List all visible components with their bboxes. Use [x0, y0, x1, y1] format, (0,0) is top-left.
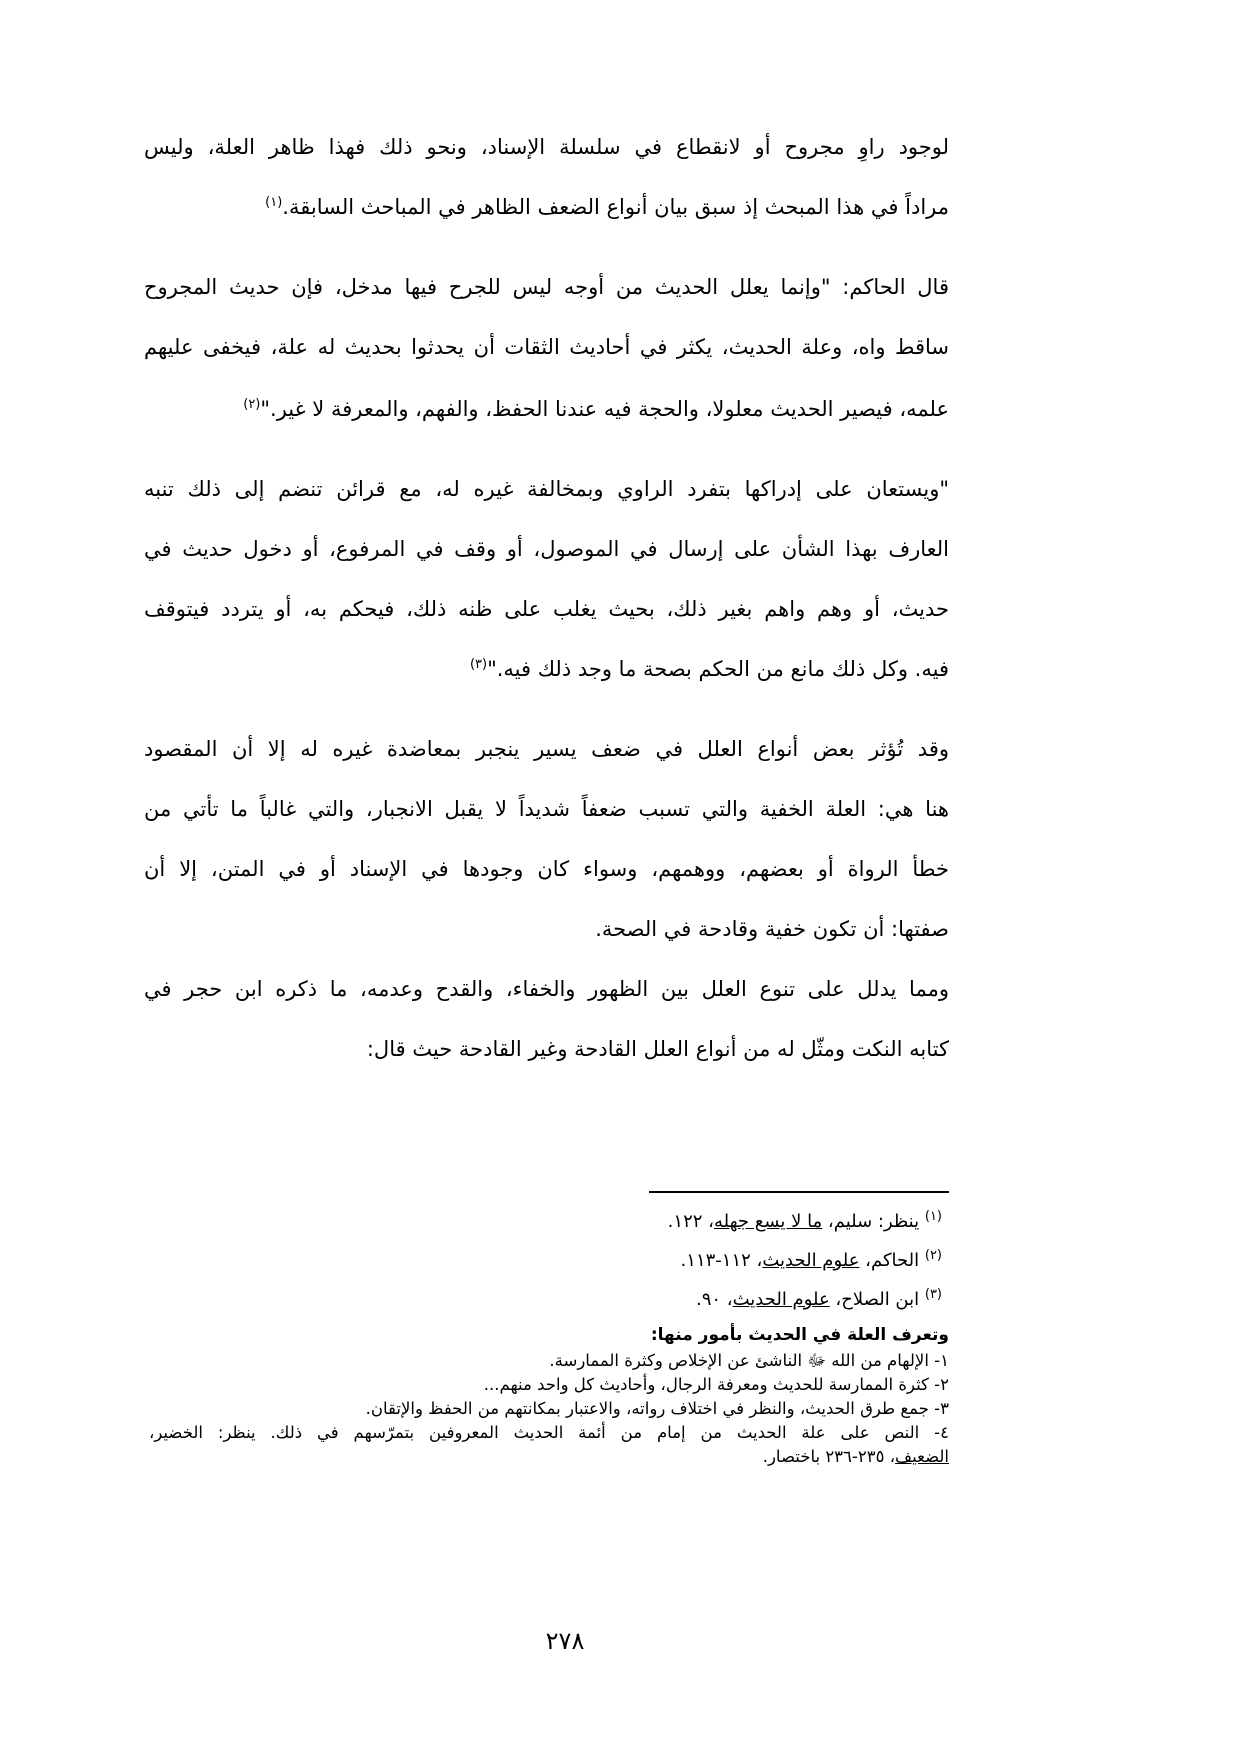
- body-line: قال الحاكم: "وإنما يعلل الحديث من أوجه ليس للجرح فيها مدخل، فإن حديث المجروح: [144, 275, 949, 299]
- footnote-ref[interactable]: (٢): [243, 397, 261, 412]
- note-source-title: الضعيف: [895, 1447, 949, 1466]
- note-item: ١- الإلهام من الله ﷻ الناشئ عن الإخلاص وكثرة الممارسة.: [549, 1351, 949, 1370]
- footnote-ref[interactable]: (١): [265, 195, 283, 210]
- body-line: هنا هي: العلة الخفية والتي تسبب ضعفاً شديداً لا يقبل الانجبار، والتي غالباً ما تأتي من: [144, 797, 949, 821]
- footnote-author: ابن الصلاح،: [829, 1289, 920, 1310]
- page-number: ٢٧٨: [545, 1627, 585, 1655]
- footnote-number: (٢): [924, 1248, 942, 1263]
- body-line: صفتها: أن تكون خفية وقادحة في الصحة.: [595, 917, 949, 941]
- note-heading: وتعرف العلة في الحديث بأمور منها:: [650, 1325, 949, 1345]
- body-line: مراداً في هذا المبحث إذ سبق بيان أنواع الضعف الظاهر في المباحث السابقة.$^{(١)}$: [265, 195, 949, 219]
- body-line: كتابه النكت ومثّل له من أنواع العلل القادحة وغير القادحة حيث قال:: [366, 1037, 949, 1061]
- footnote-separator: [649, 1191, 949, 1193]
- footnote-ref[interactable]: (٣): [469, 657, 488, 672]
- body-line: علمه، فيصير الحديث معلولا، والحجة فيه عندنا الحفظ، والفهم، والمعرفة لا غير."$^{(٢)}$: [243, 397, 949, 421]
- footnote-page: ، ١٢٢.: [667, 1211, 714, 1232]
- body-line: ومما يدلل على تنوع العلل بين الظهور والخفاء، والقدح وعدمه، ما ذكره ابن حجر في: [144, 977, 949, 1001]
- footnote-title: علوم الحديث: [762, 1250, 860, 1271]
- body-line: "ويستعان على إدراكها بتفرد الراوي وبمخالفة غيره له، مع قرائن تنضم إلى ذلك تنبه: [144, 477, 949, 501]
- footnote-author: ينظر: سليم،: [822, 1211, 920, 1232]
- body-line: لوجود راوٍ مجروح أو لانقطاع في سلسلة الإسناد، ونحو ذلك فهذا ظاهر العلة، وليس: [144, 135, 949, 159]
- body-line: العارف بهذا الشأن على إرسال في الموصول، أو وقف في المرفوع، أو دخول حديث في: [144, 537, 949, 561]
- footnote: [696, 1287, 942, 1313]
- footnote-title: ما لا يسع جهله: [713, 1211, 823, 1232]
- footnote-number: (١): [924, 1209, 942, 1224]
- footnote-title: علوم الحديث: [732, 1289, 830, 1310]
- note-item: ٢- كثرة الممارسة للحديث ومعرفة الرجال، وأحاديث كل واحد منهم...: [483, 1375, 949, 1394]
- footnote: [681, 1248, 942, 1274]
- footnote-author: الحاكم،: [859, 1250, 920, 1271]
- note-item: ٣- جمع طرق الحديث، والنظر في اختلاف رواته، والاعتبار بمكانتهم من الحفظ والإتقان.: [365, 1399, 949, 1418]
- note-item: [149, 1446, 949, 1467]
- footnote: [668, 1209, 942, 1235]
- body-line: فيه. وكل ذلك مانع من الحكم بصحة ما وجد ذلك فيه."$^{(٣)}$: [469, 657, 949, 681]
- body-line: حديث، أو وهم واهم بغير ذلك، بحيث يغلب على ظنه ذلك، فيحكم به، أو يتردد فيتوقف: [144, 597, 949, 621]
- footnote-number: (٣): [924, 1287, 942, 1302]
- footnote-page: ، ١١٢-١١٣.: [680, 1250, 763, 1271]
- body-line: خطأ الرواة أو بعضهم، ووهمهم، وسواء كان وجودها في الإسناد أو في المتن، إلا أن: [144, 857, 949, 881]
- note-source-pages: ، ٢٣٥-٢٣٦ باختصار.: [762, 1447, 896, 1466]
- note-item: ٤- النص على علة الحديث من إمام من أئمة الحديث المعروفين بتمرّسهم في ذلك. ينظر: الخضير،: [149, 1423, 949, 1442]
- footnote-page: ، ٩٠.: [695, 1289, 733, 1310]
- body-line: ساقط واه، وعلة الحديث، يكثر في أحاديث الثقات أن يحدثوا بحديث له علة، فيخفى عليهم: [144, 335, 949, 359]
- body-line: وقد تُؤثر بعض أنواع العلل في ضعف يسير ينجبر بمعاضدة غيره له إلا أن المقصود: [144, 737, 949, 761]
